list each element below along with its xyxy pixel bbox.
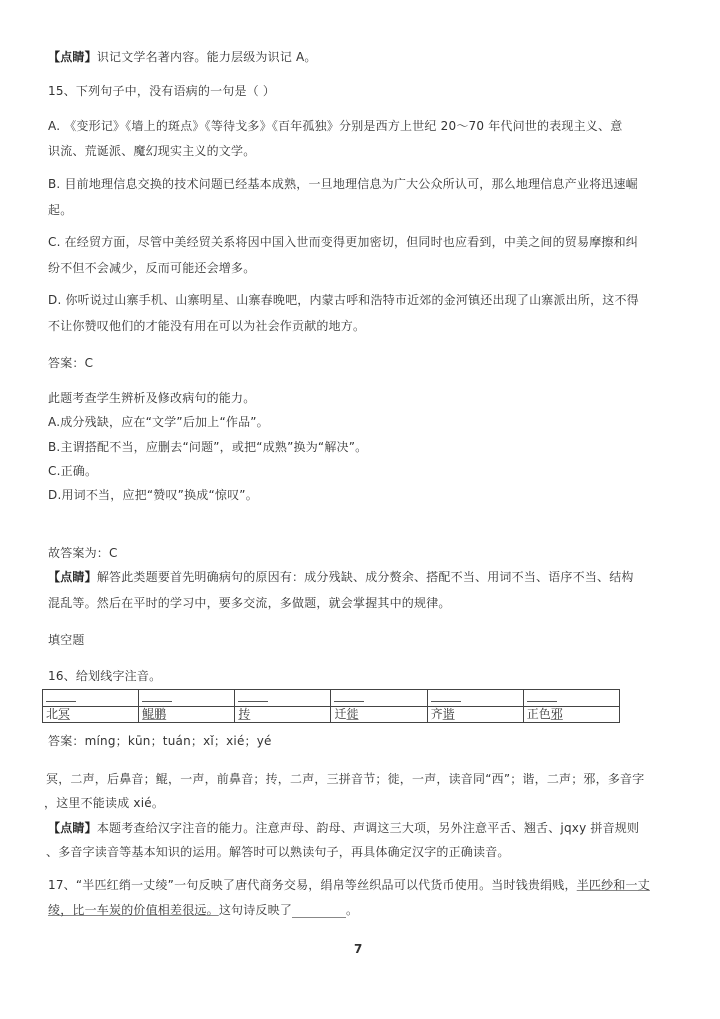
q15-option-d-line1: D. 你听说过山寨手机、山寨明星、山寨春晚吧，内蒙古呼和浩特市近郊的金河镇还出现了山寨派出所，这不得 [48,293,639,307]
q15-option-d-line2: 不让你赞叹他们的才能没有用在可以为社会作贡献的地方。 [48,319,366,333]
note-tag: 【点睛】 [48,50,97,64]
blank-cell [139,690,235,707]
q17-line1 [48,877,650,893]
blank-cell [523,690,619,707]
word-text: 齐 [430,707,443,721]
word-text: 正色 [526,707,551,721]
q15-answer: 答案：C [48,356,94,370]
q17-end: 。 [346,903,359,917]
page-number: 7 [354,942,363,956]
q15-option-b-line2: 起。 [48,203,73,217]
underlined-char: 抟 [238,707,251,721]
blank-cell [235,690,331,707]
word-cell [427,707,523,723]
word-cell [235,707,331,723]
q16-stem: 16、给划线字注音。 [48,669,162,683]
table-row-blanks [43,690,620,707]
q14-note [48,49,317,65]
note-text: 解答此类题要首先明确病句的原因有：成分残缺、成分赘余、搭配不当、用词不当、语序不当、结构 [96,570,634,584]
word-cell [139,707,235,723]
blank-cell [43,690,139,707]
q15-stem: 15、下列句子中，没有语病的一句是（ ） [48,84,276,98]
underlined-char: 邪 [550,707,563,721]
q15-option-a-line2: 识流、荒诞派、魔幻现实主义的文学。 [48,144,256,158]
q17-underlined: 半匹纱和一丈 [576,878,650,892]
note-text: 识记文学名著内容。能力层级为识记 A。 [96,50,317,64]
note-tag: 【点睛】 [48,570,97,584]
q15-analysis-4: D.用词不当，应把“赞叹”换成“惊叹”。 [48,488,258,502]
q17-underlined: 绫，比一车炭的价值相差很远。 [48,903,219,917]
table-row-words [43,707,620,723]
underlined-char: 谐 [442,707,455,721]
answer-blank[interactable] [292,905,346,918]
word-cell [43,707,139,723]
q15-analysis-0: 此题考查学生辨析及修改病句的能力。 [48,391,256,405]
q16-note-line2: 、多音字读音等基本知识的运用。解答时可以熟读句子，再具体确定汉字的正确读音。 [46,845,510,859]
q16-answer: 答案：míng；kūn；tuán；xǐ；xié；yé [48,734,272,748]
note-text: 本题考查给汉字注音的能力。注意声母、韵母、声调这三大项，另外注意平舌、翘舌、jqxy 拼音规则 [96,821,640,835]
blank-cell [427,690,523,707]
q16-note-line1 [48,820,639,836]
q16-analysis-line1: 冥，二声，后鼻音；鲲，一声，前鼻音；抟，二声，三拼音节；徙，一声，读音同“西”；谐，二声；邪，多音字 [46,772,645,786]
word-cell [523,707,619,723]
q15-option-a-line1: A. 《变形记》《墙上的斑点》《等待戈多》《百年孤独》分别是西方上世纪 20～70 年代问世的表现主义、意 [48,119,623,133]
word-cell [331,707,427,723]
q17-line2 [48,902,358,918]
q16-analysis-line2: ，这里不能读成 xié。 [44,796,165,810]
q15-note-line1 [48,569,634,585]
q15-option-c-line2: 纷不但不会减少，反而可能还会增多。 [48,261,256,275]
q15-option-b-line1: B. 目前地理信息交换的技术问题已经基本成熟，一旦地理信息为广大公众所认可，那么地理信息产业将迅速崛 [48,177,638,191]
q15-analysis-1: A.成分残缺，应在“文学”后加上“作品”。 [48,415,269,429]
q15-option-c-line1: C. 在经贸方面，尽管中美经贸关系将因中国入世而变得更加密切，但同时也应看到，中美之间的贸易摩擦和纠 [48,235,639,249]
blank-cell [331,690,427,707]
word-text: 北 [46,707,59,721]
q17-text: 这句诗反映了 [218,903,293,917]
word-text: 迁 [334,707,347,721]
q17-text: 17、“半匹红绡一丈绫”一句反映了唐代商务交易，绢帛等丝织品可以代货币使用。当时钱贵绢贱， [48,878,577,892]
q15-analysis-3: C.正确。 [48,464,98,478]
q15-analysis-2: B.主谓搭配不当，应删去“问题”，或把“成熟”换为“解决”。 [48,440,368,454]
note-tag: 【点睛】 [48,821,97,835]
section-heading: 填空题 [48,633,85,647]
underlined-char: 鲲鹏 [142,707,167,721]
underlined-char: 冥 [58,707,71,721]
q15-note-line2: 混乱等。然后在平时的学习中，要多交流，多做题，就会掌握其中的规律。 [48,596,451,610]
underlined-char: 徙 [346,707,359,721]
q15-final-answer: 故答案为：C [48,546,118,560]
q16-table [42,689,620,723]
